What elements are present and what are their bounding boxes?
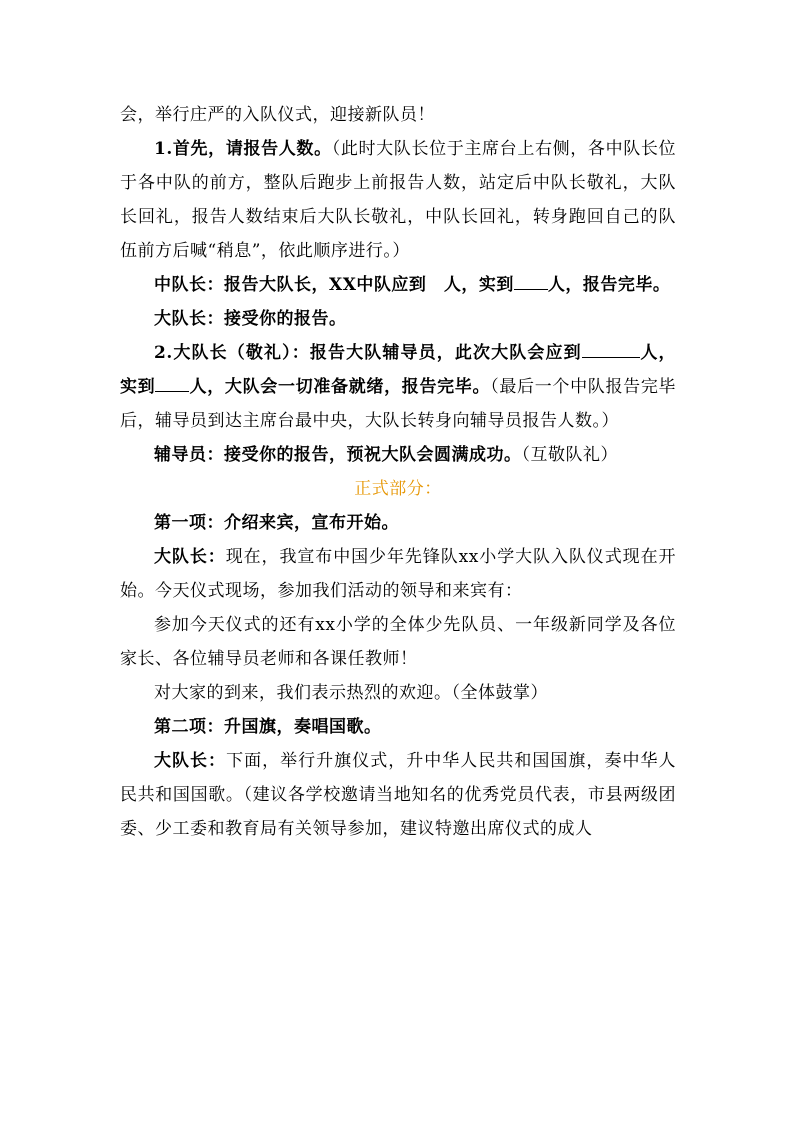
paragraph-flag-raising bbox=[120, 744, 676, 846]
document-body bbox=[120, 98, 676, 846]
stage-direction: （互敬队礼） bbox=[521, 445, 618, 465]
section-heading: 正式部分： bbox=[354, 479, 442, 499]
text: 会，举行庄严的入队仪式，迎接新队员！ bbox=[120, 105, 435, 125]
speaker-label: 大队长： bbox=[154, 547, 226, 567]
text: 大队长：接受你的报告。 bbox=[154, 309, 347, 329]
text: 第一项：介绍来宾，宣布开始。 bbox=[154, 513, 399, 533]
paragraph-report-to-counselor bbox=[120, 336, 676, 438]
text: 参加今天仪式的还有xx小学的全体少先队员、一年级新同学及各位家长、各位辅导员老师和各课任教师！ bbox=[120, 615, 676, 669]
fill-in-blank bbox=[155, 371, 189, 392]
paragraph-attendees bbox=[120, 608, 676, 676]
text: 人，实到 bbox=[120, 343, 676, 397]
fill-in-blank bbox=[582, 337, 640, 358]
stage-direction: （最后一个中队报告完毕后，辅导员到达主席台最中央，大队长转身向辅导员报告人数。） bbox=[120, 377, 677, 431]
paragraph-squadron-leader-report bbox=[120, 268, 676, 302]
fill-in-blank bbox=[514, 269, 548, 290]
paragraph-brigade-leader-accept bbox=[120, 302, 676, 336]
text: 对大家的到来，我们表示热烈的欢迎。（全体鼓掌） bbox=[154, 683, 548, 703]
paragraph-welcome bbox=[120, 676, 676, 710]
paragraph-report-count bbox=[120, 132, 676, 268]
text: 人，大队会一切准备就绪，报告完毕。 bbox=[189, 377, 491, 397]
paragraph-announce-start bbox=[120, 540, 676, 608]
paragraph-item-one bbox=[120, 506, 676, 540]
paragraph-counselor-accept bbox=[120, 438, 676, 472]
paragraph-intro-continuation bbox=[120, 98, 676, 132]
text: 第二项：升国旗，奏唱国歌。 bbox=[154, 717, 382, 737]
stage-direction: （此时大队长位于主席台上右侧，各中队长位于各中队的前方，整队后跑步上前报告人数，站定后中队长敬礼，大队长回礼，报告人数结束后大队长敬礼，中队长回礼，转身跑回自己的队伍前方后喊“稍息”，依此顺序进行。） bbox=[120, 139, 677, 261]
text: 现在，我宣布中国少年先锋队xx小学大队入队仪式现在开始。今天仪式现场，参加我们活动的领导和来宾有： bbox=[120, 547, 676, 601]
text: 中队长：报告大队长，XX中队应到 人，实到 bbox=[154, 275, 514, 295]
speaker-label: 大队长： bbox=[154, 751, 227, 771]
text: 2.大队长（敬礼）：报告大队辅导员，此次大队会应到 bbox=[154, 343, 582, 363]
paragraph-item-two bbox=[120, 710, 676, 744]
step-title: 1.首先，请报告人数。 bbox=[154, 139, 332, 159]
text: 人，报告完毕。 bbox=[547, 275, 671, 295]
text: 辅导员：接受你的报告，预祝大队会圆满成功。 bbox=[154, 445, 522, 465]
text: 下面，举行升旗仪式，升中华人民共和国国旗，奏中华人民共和国国歌。（建议各学校邀请当地知名的优秀党员代表，市县两级团委、少工委和教育局有关领导参加，建议特邀出席仪式的成人 bbox=[120, 751, 677, 839]
